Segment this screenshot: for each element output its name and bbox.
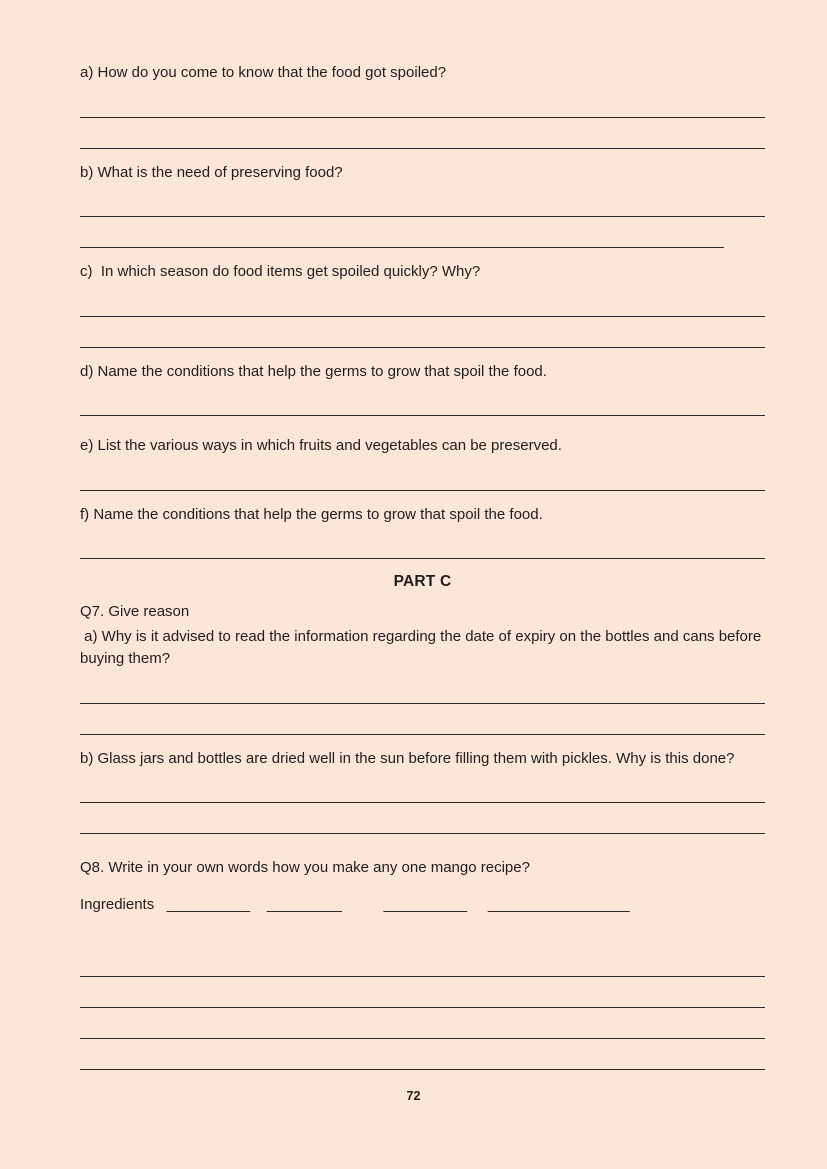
- answer-line: [80, 317, 765, 348]
- answer-lines-7a: [80, 673, 765, 735]
- answer-line: [80, 528, 765, 559]
- answer-line: [80, 772, 765, 803]
- question-6d: d) Name the conditions that help the germs to grow that spoil the food.: [80, 362, 547, 380]
- question-6b: b) What is the need of preserving food?: [80, 163, 343, 181]
- spacer: [80, 936, 765, 946]
- answer-lines-6b: [80, 186, 765, 248]
- answer-lines-6e: [80, 460, 765, 491]
- spacer: [80, 847, 765, 857]
- answer-line: [80, 217, 724, 248]
- question-8-heading: Q8. Write in your own words how you make any one mango recipe?: [80, 859, 530, 876]
- answer-line: [80, 803, 765, 834]
- answer-line: [80, 977, 765, 1008]
- answer-line: [80, 87, 765, 118]
- question-6f: f) Name the conditions that help the germs to grow that spoil the food.: [80, 505, 543, 523]
- answer-line: [80, 704, 765, 735]
- answer-lines-6d: [80, 385, 765, 416]
- answer-line: [80, 1039, 765, 1070]
- question-6a: a) How do you come to know that the food got spoiled?: [80, 64, 447, 81]
- answer-line: [80, 286, 765, 317]
- answer-line: [80, 1008, 765, 1039]
- answer-lines-6f: [80, 528, 765, 559]
- answer-line: [80, 385, 765, 416]
- ingredients-label: Ingredients: [80, 895, 155, 913]
- question-7a: a) Why is it advised to read the information regarding the date of expiry on the bottles and cans before buying them?: [80, 627, 766, 667]
- answer-line: [80, 673, 765, 704]
- answer-lines-6a: [80, 87, 765, 149]
- page-number: 72: [406, 1089, 421, 1103]
- ingredients-row: [80, 894, 765, 917]
- answer-line: [80, 460, 765, 491]
- answer-line: [80, 946, 765, 977]
- answer-lines-6c: [80, 286, 765, 348]
- answer-line: [80, 118, 765, 149]
- answer-lines-8: [80, 946, 765, 1070]
- ingredients-blanks: __________ _________ __________ _________________: [154, 895, 630, 913]
- question-6e: e) List the various ways in which fruits and vegetables can be preserved.: [80, 437, 562, 454]
- question-6c: c) In which season do food items get spoiled quickly? Why?: [80, 263, 481, 280]
- question-7b: b) Glass jars and bottles are dried well in the sun before filling them with pickles. Why is this done?: [80, 749, 735, 767]
- answer-line: [80, 186, 765, 217]
- part-c-title: PART C: [393, 573, 452, 590]
- answer-lines-7b: [80, 772, 765, 834]
- question-7-heading: Q7. Give reason: [80, 603, 190, 620]
